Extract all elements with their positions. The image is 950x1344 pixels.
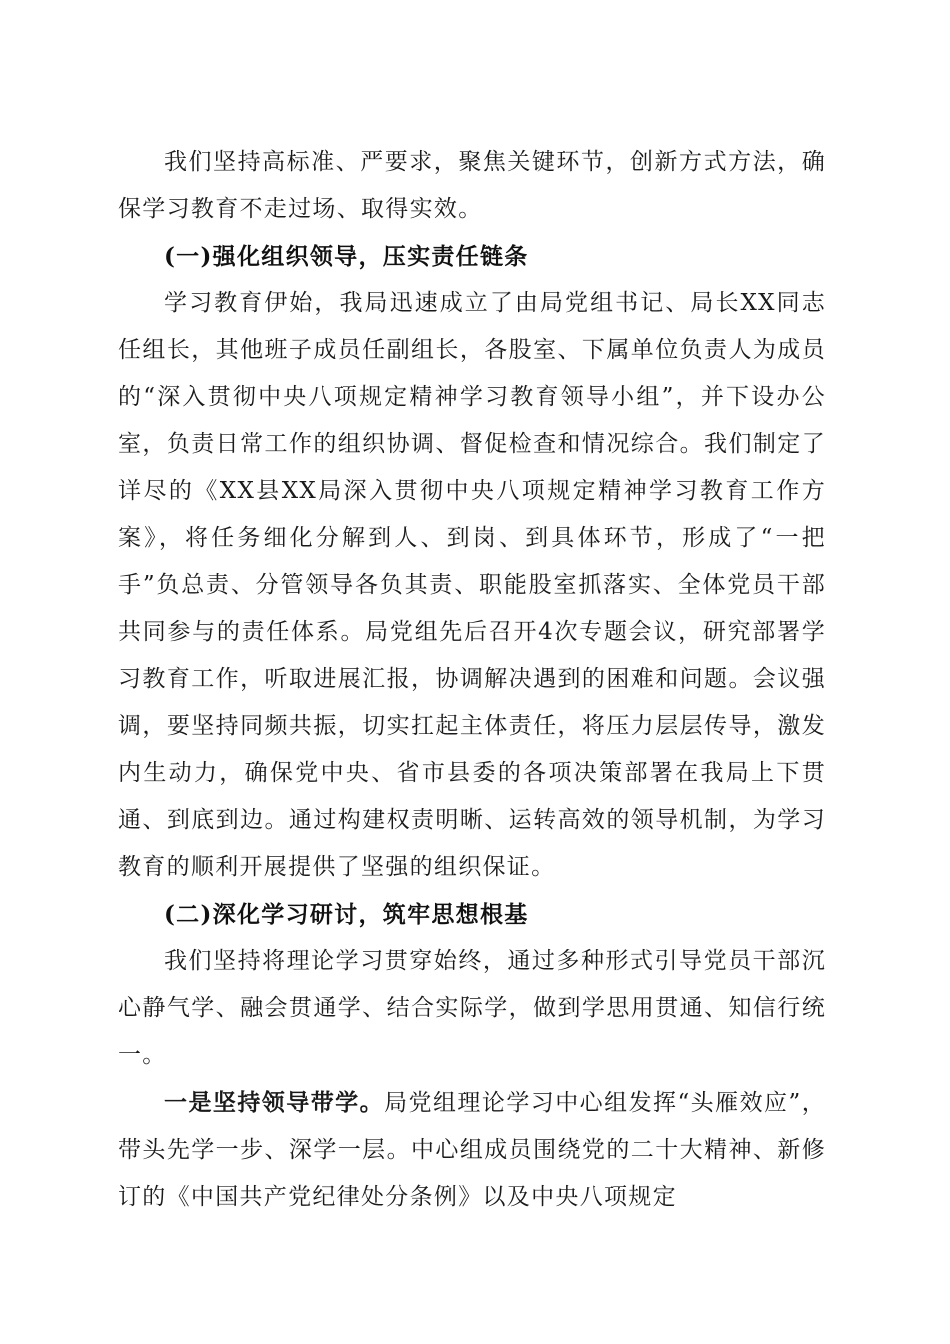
paragraph-lead-phrase: 一是坚持领导带学。 bbox=[164, 1089, 385, 1116]
paragraph-organization: 学习教育伊始，我局迅速成立了由局党组书记、局长XX同志任组长，其他班子成员任副组长，各股室、下属单位负责人为成员的“深入贯彻中央八项规定精神学习教育领导小组”，并下设办公室，负责日常工作的组织协调、督促检查和情况综合。我们制定了详尽的《XX县XX局深入贯彻中央八项规定精神学习教育工作方案》，将任务细化分解到人、到岗、到具体环节，形成了“一把手”负总责、分管领导各负其责、职能股室抓落实、全体党员干部共同参与的责任体系。局党组先后召开4次专题会议，研究部署学习教育工作，听取进展汇报，协调解决遇到的困难和问题。会议强调，要坚持同频共振，切实扛起主体责任，将压力层层传导，激发内生动力，确保党中央、省市县委的各项决策部署在我局上下贯通、到底到边。通过构建权责明晰、运转高效的领导机制，为学习教育的顺利开展提供了坚强的组织保证。 bbox=[118, 290, 826, 880]
paragraph-lead-text: 局党组理论学习中心组发挥“头雁效应”，带头先学一步、深学一层。中心组成员围绕党的二十大精神、新修订的《中国共产党纪律处分条例》以及中央八项规定 bbox=[118, 1090, 826, 1210]
paragraph-study: 我们坚持将理论学习贯穿始终，通过多种形式引导党员干部沉心静气学、融会贯通学、结合实际学，做到学思用贯通、知信行统一。 bbox=[118, 948, 826, 1068]
document-body bbox=[118, 139, 826, 1221]
section-heading-2: (二)深化学习研讨，筑牢思想根基 bbox=[164, 901, 529, 928]
paragraph-leadership-study bbox=[118, 1079, 826, 1221]
paragraph-intro: 我们坚持高标准、严要求，聚焦关键环节，创新方式方法，确保学习教育不走过场、取得实效。 bbox=[118, 149, 826, 222]
section-heading-1: (一)强化组织领导，压实责任链条 bbox=[164, 243, 529, 270]
